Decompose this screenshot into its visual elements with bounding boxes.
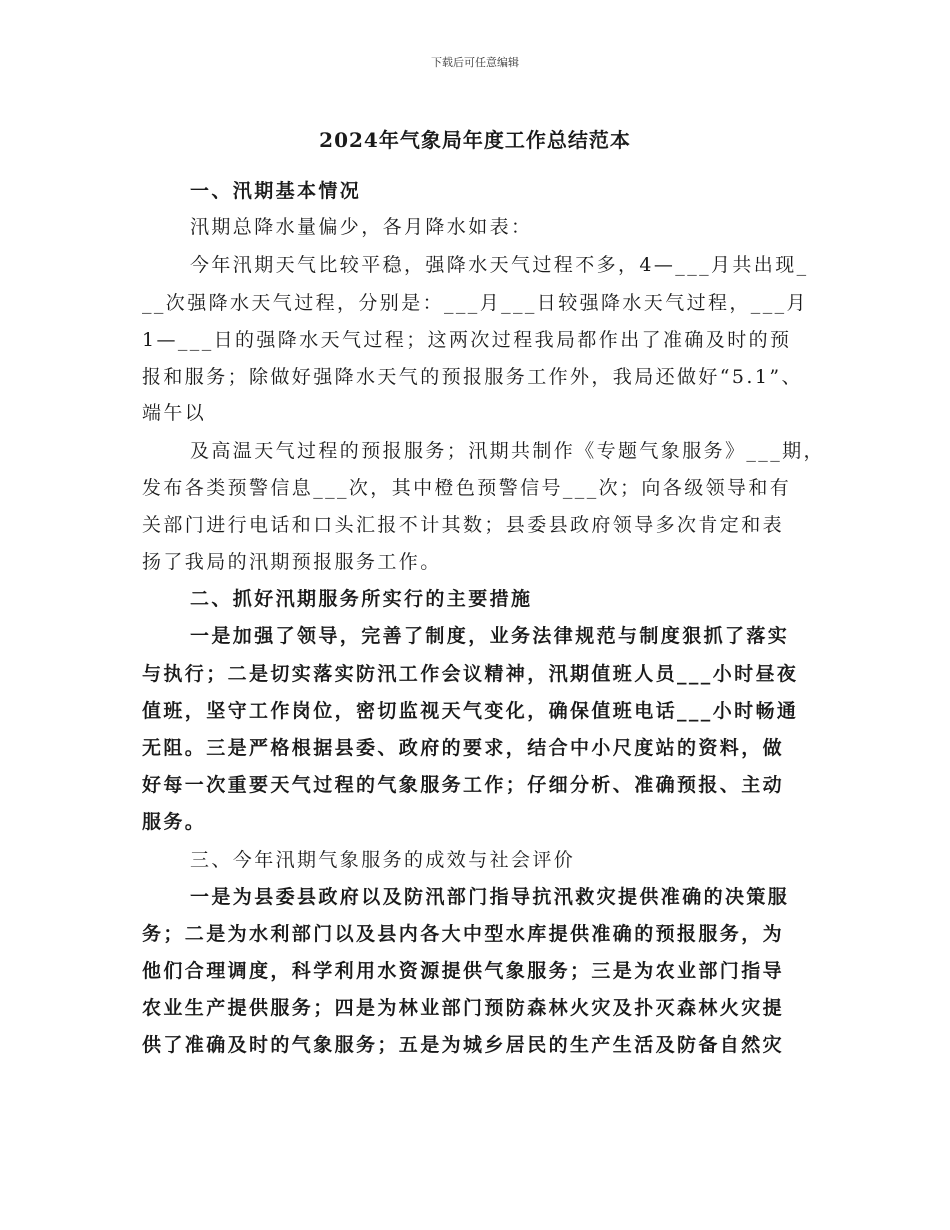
paragraph-line: 好每一次重要天气过程的气象服务工作；仔细分析、准确预报、主动 bbox=[142, 774, 785, 796]
paragraph-line: 一是为县委县政府以及防汛部门指导抗汛救灾提供准确的决策服 bbox=[190, 886, 790, 908]
paragraph-line: 汛期总降水量偏少，各月降水如表： bbox=[190, 216, 533, 238]
section-heading: 一、汛期基本情况 bbox=[190, 180, 362, 202]
paragraph-line: 供了准确及时的气象服务；五是为城乡居民的生产生活及防备自然灾 bbox=[142, 1034, 785, 1056]
paragraph-line: 及高温天气过程的预报服务；汛期共制作《专题气象服务》___期， bbox=[190, 440, 825, 462]
paragraph-line: 务；二是为水利部门以及县内各大中型水库提供准确的预报服务，为 bbox=[142, 923, 785, 945]
paragraph-line: 与执行；二是切实落实防汛工作会议精神，汛期值班人员___小时昼夜 bbox=[142, 663, 799, 685]
paragraph-line: 一是加强了领导，完善了制度，业务法律规范与制度狠抓了落实 bbox=[190, 625, 790, 647]
paragraph-line: 报和服务；除做好强降水天气的预报服务工作外，我局还做好“5.1”、 bbox=[142, 366, 803, 388]
paragraph-line: 他们合理调度，科学利用水资源提供气象服务；三是为农业部门指导 bbox=[142, 960, 785, 982]
paragraph-line: 发布各类预警信息___次，其中橙色预警信号___次；向各级领导和有 bbox=[142, 477, 792, 499]
paragraph-line: 服务。 bbox=[142, 811, 207, 833]
section-heading: 二、抓好汛期服务所实行的主要措施 bbox=[190, 588, 533, 610]
paragraph-line: 今年汛期天气比较平稳，强降水天气过程不多，4—___月共出现_ bbox=[190, 254, 809, 276]
paragraph-line: 端午以 bbox=[142, 402, 207, 424]
paragraph-line: 无阻。三是严格根据县委、政府的要求，结合中小尺度站的资料，做 bbox=[142, 737, 785, 759]
section-heading: 三、今年汛期气象服务的成效与社会评价 bbox=[190, 849, 576, 871]
paragraph-line: __次强降水天气过程，分别是：___月___日较强降水天气过程，___月 bbox=[142, 292, 808, 314]
paragraph-line: 扬了我局的汛期预报服务工作。 bbox=[142, 551, 442, 573]
paragraph-line: 农业生产提供服务；四是为林业部门预防森林火灾及扑灭森林火灾提 bbox=[142, 997, 785, 1019]
paragraph-line: 1—___日的强降水天气过程；这两次过程我局都作出了准确及时的预 bbox=[142, 329, 792, 351]
paragraph-line: 值班，坚守工作岗位，密切监视天气变化，确保值班电话___小时畅通 bbox=[142, 700, 799, 722]
document-title: 2024年气象局年度工作总结范本 bbox=[319, 128, 631, 152]
paragraph-line: 关部门进行电话和口头汇报不计其数；县委县政府领导多次肯定和表 bbox=[142, 514, 785, 536]
header-note: 下载后可任意编辑 bbox=[431, 56, 519, 69]
